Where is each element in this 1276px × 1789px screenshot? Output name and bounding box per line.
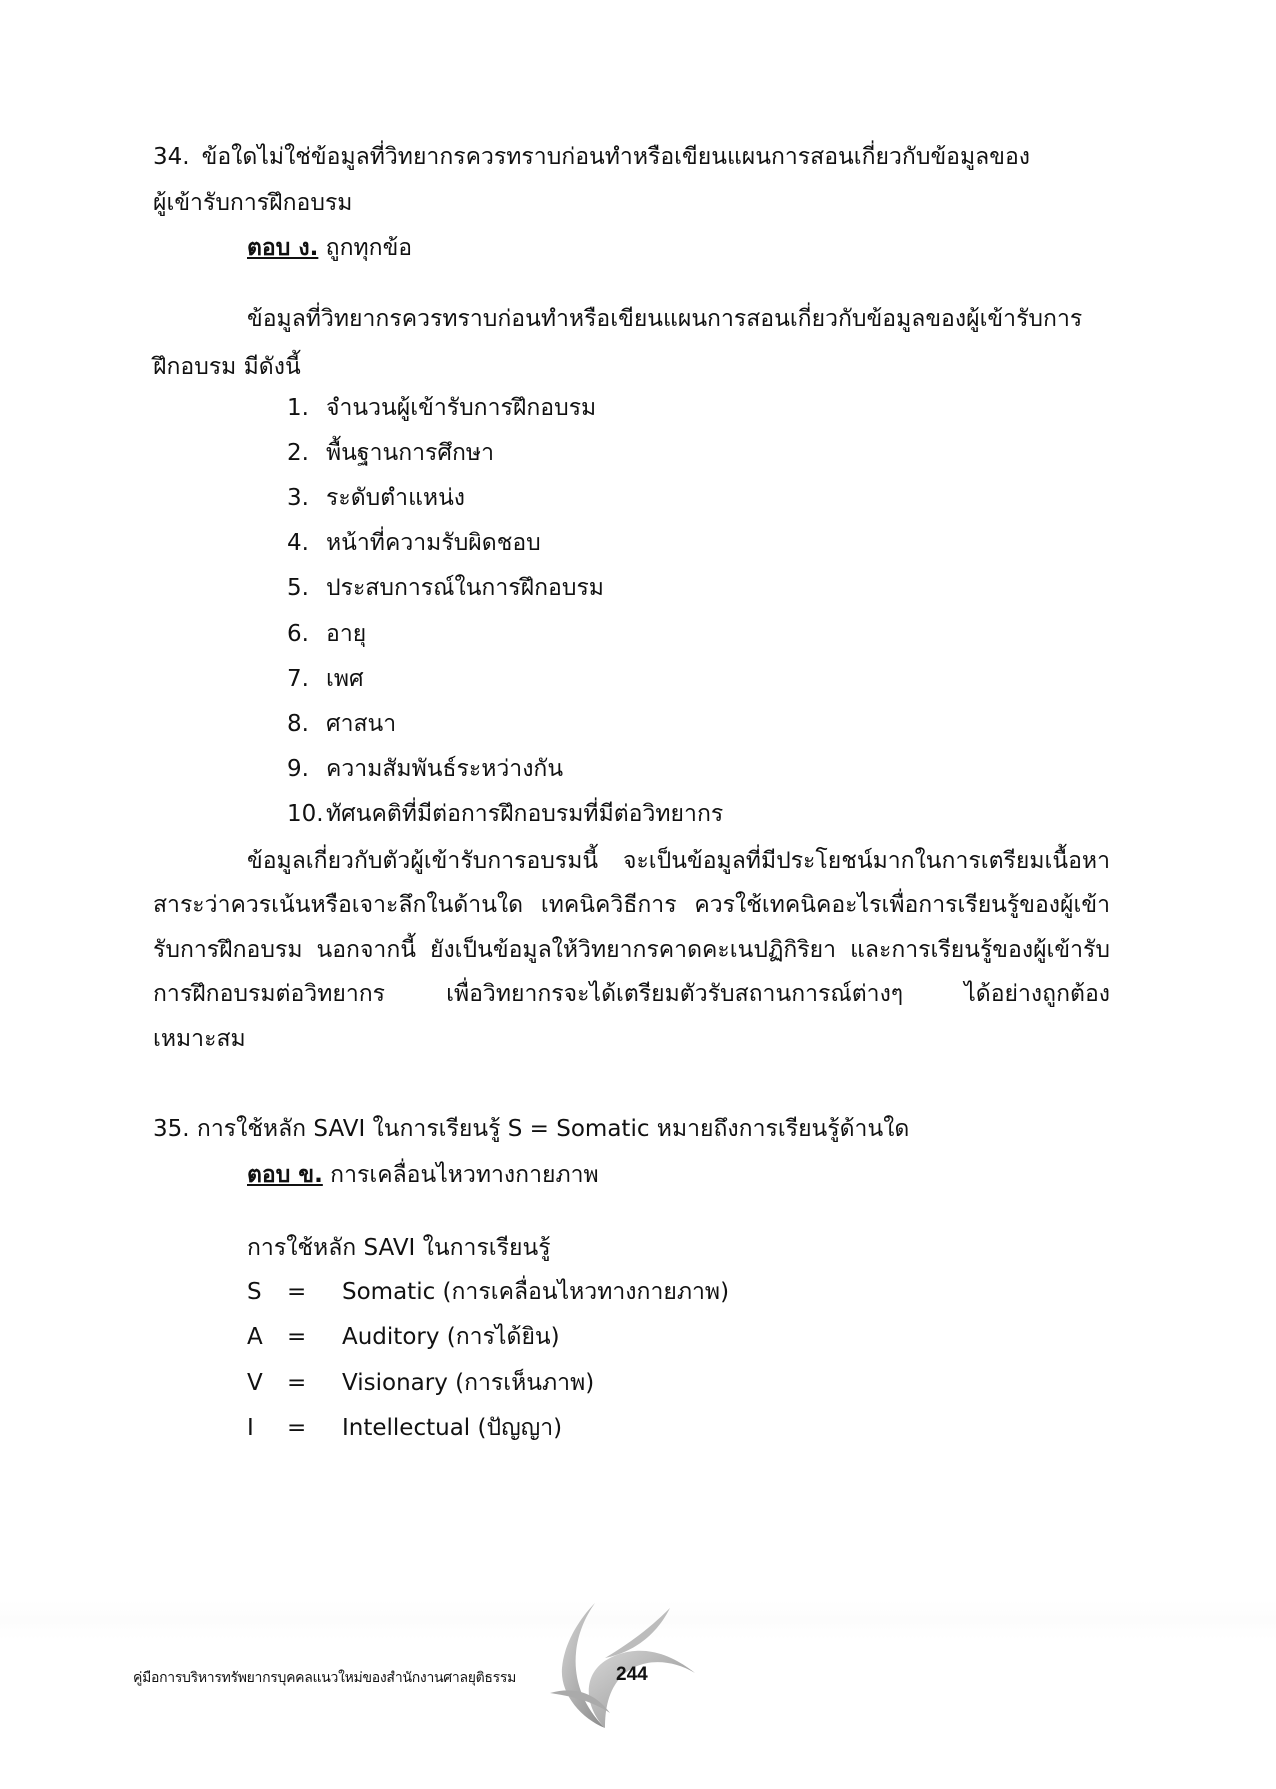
list-item-number: 7. bbox=[287, 665, 309, 692]
list-item-number: 2. bbox=[287, 440, 309, 467]
savi-letter: V bbox=[247, 1369, 263, 1396]
savi-item bbox=[247, 1322, 560, 1352]
answer-text: การเคลื่อนไหวทางกายภาพ bbox=[330, 1162, 599, 1188]
q34-question-line-2: ผู้เข้ารับการฝึกอบรม bbox=[153, 190, 353, 216]
list-item-number: 6. bbox=[287, 620, 309, 647]
savi-heading: การใช้หลัก SAVI ในการเรียนรู้ bbox=[247, 1235, 551, 1261]
list-item bbox=[287, 619, 366, 649]
list-item-text: อายุ bbox=[326, 620, 367, 647]
savi-text: Visionary (การเห็นภาพ) bbox=[342, 1369, 595, 1396]
list-item-text: ทัศนคติที่มีต่อการฝึกอบรมที่มีต่อวิทยากร bbox=[326, 800, 724, 827]
list-item-number: 10. bbox=[287, 800, 324, 827]
savi-letter: S bbox=[247, 1279, 262, 1305]
page-number: 244 bbox=[616, 1664, 648, 1685]
list-item-text: หน้าที่ความรับผิดชอบ bbox=[326, 530, 541, 557]
savi-text: Somatic (การเคลื่อนไหวทางกายภาพ) bbox=[342, 1279, 730, 1305]
list-item-text: ระดับตำแหน่ง bbox=[326, 485, 466, 512]
savi-item bbox=[247, 1413, 562, 1443]
answer-label: ตอบ ง. bbox=[247, 235, 319, 261]
q34-explanation-line-2: สาระว่าควรเน้นหรือเจาะลึกในด้านใด เทคนิควิธีการ ควรใช้เทคนิคอะไรเพื่อการเรียนรู้ของผู้เข้า bbox=[153, 892, 1110, 918]
q34-explanation-line-1: ข้อมูลเกี่ยวกับตัวผู้เข้ารับการอบรมนี้ จะเป็นข้อมูลที่มีประโยชน์มากในการเตรียมเนื้อหา bbox=[247, 848, 1110, 874]
q34-question-line-1: 34. ข้อใดไม่ใช่ข้อมูลที่วิทยากรควรทราบก่อนทำหรือเขียนแผนการสอนเกี่ยวกับข้อมูลของ bbox=[153, 144, 1030, 170]
list-item bbox=[287, 393, 596, 423]
answer-label: ตอบ ข. bbox=[247, 1162, 323, 1188]
list-item bbox=[287, 483, 465, 513]
savi-equals: = bbox=[287, 1414, 307, 1441]
savi-letter: I bbox=[247, 1414, 254, 1441]
q34-intro-line-1: ข้อมูลที่วิทยากรควรทราบก่อนทำหรือเขียนแผนการสอนเกี่ยวกับข้อมูลของผู้เข้ารับการ bbox=[247, 306, 1083, 332]
list-item bbox=[287, 528, 541, 558]
list-item-text: พื้นฐานการศึกษา bbox=[326, 440, 495, 467]
list-item bbox=[287, 664, 364, 694]
list-item-number: 1. bbox=[287, 395, 309, 421]
list-item bbox=[287, 754, 563, 784]
list-item-text: ประสบการณ์ในการฝึกอบรม bbox=[326, 575, 604, 602]
list-item-text: ความสัมพันธ์ระหว่างกัน bbox=[326, 755, 564, 782]
q35-question: 35. การใช้หลัก SAVI ในการเรียนรู้ S = Somatic หมายถึงการเรียนรู้ด้านใด bbox=[153, 1116, 910, 1142]
footer-title: คู่มือการบริหารทรัพยากรบุคคลแนวใหม่ของสำนักงานศาลยุติธรรม bbox=[133, 1671, 517, 1686]
q34-explanation-line-5: เหมาะสม bbox=[153, 1026, 246, 1052]
savi-text: Auditory (การได้ยิน) bbox=[342, 1324, 560, 1351]
q34-answer bbox=[247, 233, 412, 263]
list-item bbox=[287, 438, 494, 468]
list-item-number: 4. bbox=[287, 530, 309, 557]
q34-intro-line-2: ฝึกอบรม มีดังนี้ bbox=[153, 354, 301, 380]
savi-text: Intellectual (ปัญญา) bbox=[342, 1414, 563, 1441]
q34-explanation-line-4: การฝึกอบรมต่อวิทยากร เพื่อวิทยากรจะได้เตรียมตัวรับสถานการณ์ต่างๆ ได้อย่างถูกต้อง bbox=[153, 981, 1110, 1007]
list-item-number: 3. bbox=[287, 485, 309, 512]
list-item-number: 8. bbox=[287, 710, 309, 737]
savi-equals: = bbox=[287, 1324, 307, 1351]
savi-equals: = bbox=[287, 1279, 307, 1305]
list-item bbox=[287, 709, 396, 739]
list-item-number: 5. bbox=[287, 575, 309, 602]
list-item-number: 9. bbox=[287, 755, 309, 782]
q34-explanation-line-3: รับการฝึกอบรม นอกจากนี้ ยังเป็นข้อมูลให้วิทยากรคาดคะเนปฏิกิริยา และการเรียนรู้ของผู้เข้ารับ bbox=[153, 937, 1110, 963]
q35-answer bbox=[247, 1160, 599, 1190]
list-item-text: จำนวนผู้เข้ารับการฝึกอบรม bbox=[326, 395, 597, 421]
list-item-text: ศาสนา bbox=[326, 710, 397, 737]
savi-item bbox=[247, 1277, 729, 1307]
list-item bbox=[287, 799, 723, 829]
savi-item bbox=[247, 1368, 594, 1398]
list-item bbox=[287, 573, 604, 603]
answer-text: ถูกทุกข้อ bbox=[325, 235, 413, 261]
savi-letter: A bbox=[247, 1324, 263, 1351]
list-item-text: เพศ bbox=[326, 665, 364, 692]
savi-equals: = bbox=[287, 1369, 307, 1396]
